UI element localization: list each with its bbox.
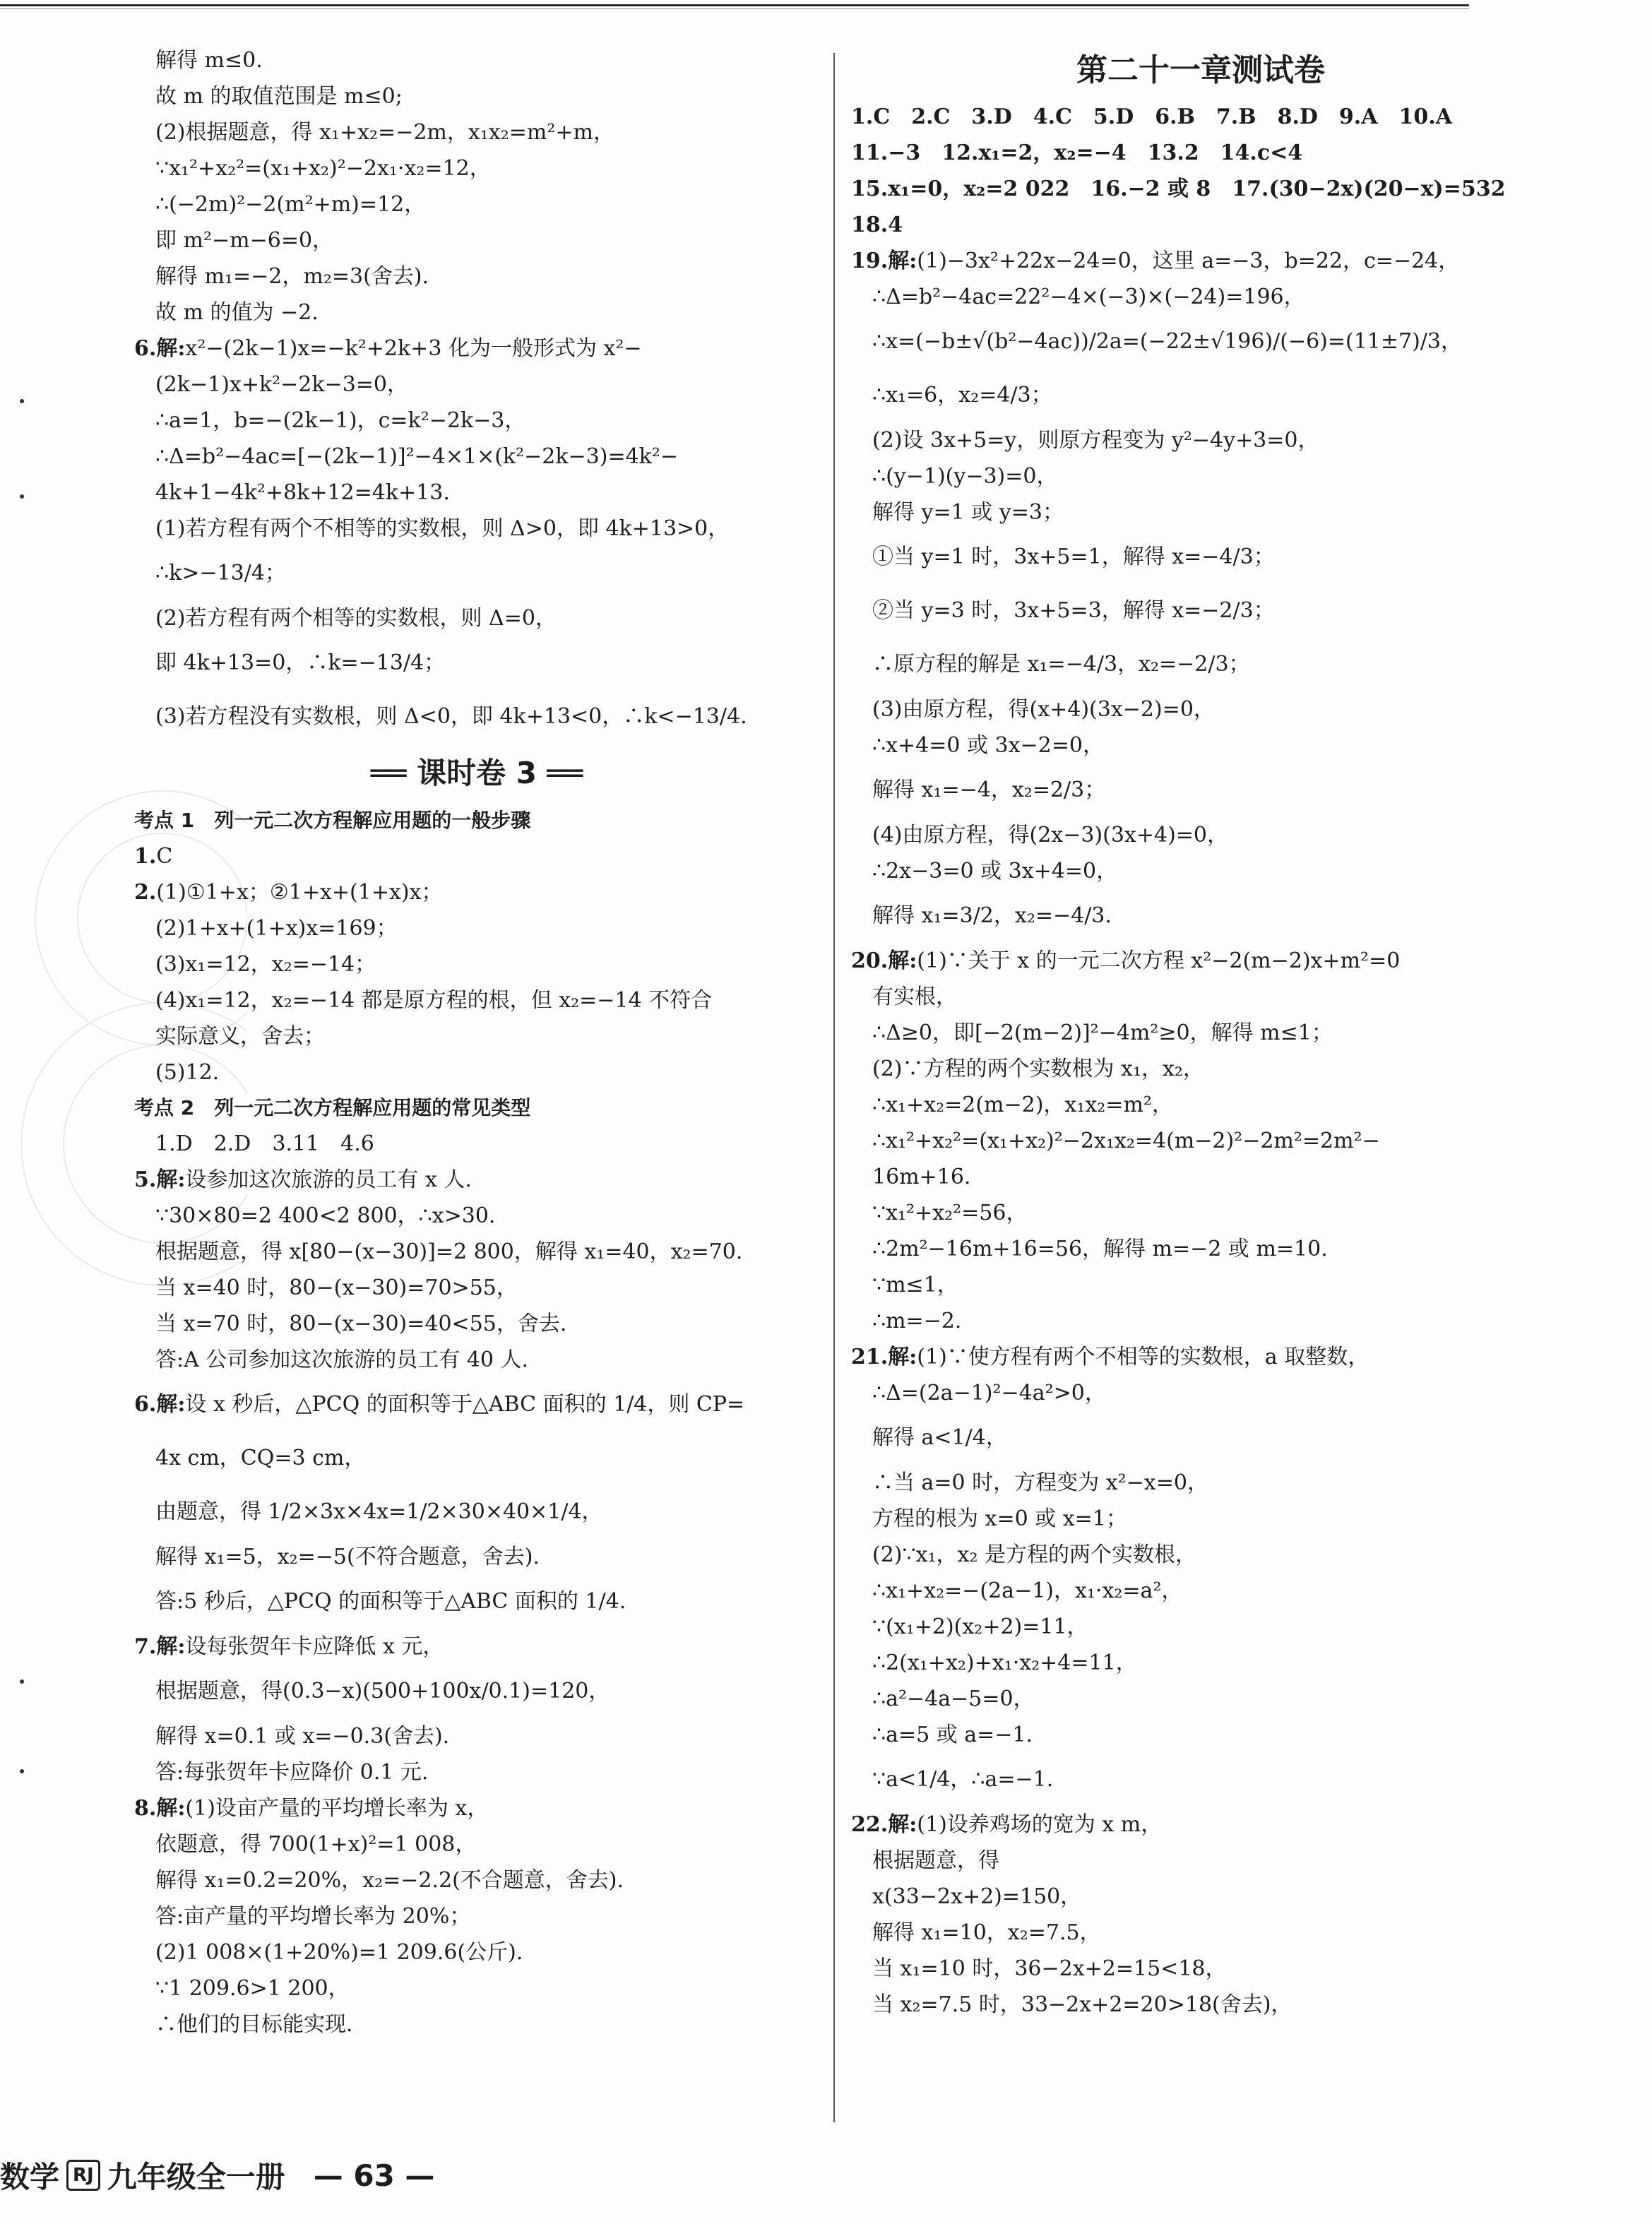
problem-text: (1)设亩产量的平均增长率为 x， <box>185 1796 489 1821</box>
solution-line: 解得 x₁=10，x₂=7.5， <box>872 1920 1101 1945</box>
solution-line: (2)∵x₁，x₂ 是方程的两个实数根， <box>872 1542 1197 1567</box>
solution-line: 当 x=40 时，80−(x−30)=70>55， <box>155 1275 518 1300</box>
margin-dot <box>20 399 24 403</box>
solution-line: ∴x=(−b±√(b²−4ac))/2a=(−22±√196)/(−6)=(11±7)/3， <box>872 329 1463 354</box>
solution-line: ∴x₁+x₂=−(2a−1)，x₁·x₂=a²， <box>872 1578 1183 1603</box>
problem-text: (1)∵关于 x 的一元二次方程 x²−2(m−2)x+m²=0 <box>917 949 1401 973</box>
solution-line: 即 4k+13=0，∴k=−13/4； <box>155 650 446 675</box>
solution-line: 解得 m≤0. <box>155 48 263 73</box>
solution-line: 1.D 2.D 3.11 4.6 <box>155 1131 374 1156</box>
solution-line: 故 m 的值为 −2. <box>155 300 319 325</box>
problem-line <box>134 1162 819 1198</box>
margin-dot <box>20 1679 24 1684</box>
problem-text: (1)−3x²+22x−24=0，这里 a=−3，b=22，c=−24， <box>917 249 1460 273</box>
solution-line: ∵(x₁+2)(x₂+2)=11， <box>872 1615 1088 1639</box>
solution-line: 根据题意，得 <box>872 1848 999 1873</box>
solution-line: 根据题意，得 x[80−(x−30)]=2 800，解得 x₁=40，x₂=70. <box>155 1239 743 1264</box>
solution-line: 方程的根为 x=0 或 x=1； <box>872 1506 1127 1531</box>
problem-text: 设每张贺年卡应降低 x 元， <box>185 1634 444 1659</box>
solution-line: 解得 x₁=3/2，x₂=−4/3. <box>872 903 1112 928</box>
solution-line: 答:每张贺年卡应降价 0.1 元. <box>155 1760 429 1785</box>
solution-line: (2)根据题意，得 x₁+x₂=−2m，x₁x₂=m²+m， <box>155 120 614 145</box>
solution-line: 解得 a<1/4， <box>872 1425 1007 1450</box>
solution-line: ∴2(x₁+x₂)+x₁·x₂+4=11， <box>872 1651 1137 1675</box>
solution-line: ①当 y=1 时，3x+5=1，解得 x=−4/3； <box>872 545 1275 569</box>
problem-text: (1)①1+x；②1+x+(1+x)x； <box>156 880 443 905</box>
margin-dot <box>20 494 24 499</box>
solution-line: (5)12. <box>155 1060 220 1085</box>
solution-line: (4)由原方程，得(2x−3)(3x+4)=0， <box>872 823 1228 848</box>
solution-line: 根据题意，得(0.3−x)(500+100x/0.1)=120， <box>155 1679 610 1703</box>
topic-heading: 考点 1 列一元二次方程解应用题的一般步骤 <box>134 809 531 832</box>
solution-line: (3)若方程没有实数根，则 Δ<0，即 4k+13<0，∴k<−13/4. <box>155 704 747 729</box>
problem-line <box>134 1790 819 1826</box>
solution-line: (2)∵方程的两个实数根为 x₁，x₂， <box>872 1057 1204 1081</box>
solution-line: ∴x₁+x₂=2(m−2)，x₁x₂=m²， <box>872 1093 1173 1117</box>
problem-number: 1. <box>134 844 157 869</box>
problem-number: 2. <box>134 880 157 905</box>
answer-row: 1.C 2.C 3.D 4.C 5.D 6.B 7.B 8.D 9.A 10.A <box>851 105 1453 129</box>
answer-row: 18.4 <box>851 213 903 237</box>
problem-text: (1)设养鸡场的宽为 x m， <box>917 1812 1163 1837</box>
solution-line: (2)1 008×(1+20%)=1 209.6(公斤). <box>155 1940 523 1965</box>
solution-line: (2k−1)x+k²−2k−3=0， <box>155 372 409 397</box>
solution-line: 由题意，得 1/2×3x×4x=1/2×30×40×1/4， <box>155 1499 603 1524</box>
problem-number: 7.解: <box>134 1634 186 1659</box>
solution-line: ∴他们的目标能实现. <box>155 2012 353 2037</box>
answer-row: 11.−3 12.x₁=2，x₂=−4 13.2 14.c<4 <box>851 141 1303 165</box>
solution-line: 实际意义，舍去； <box>155 1024 325 1049</box>
problem-line <box>134 331 819 367</box>
problem-text: (1)∵使方程有两个不相等的实数根，a 取整数， <box>917 1345 1369 1369</box>
solution-line: ∵x₁²+x₂²=(x₁+x₂)²−2x₁·x₂=12， <box>155 156 491 181</box>
solution-line: 解得 x₁=−4，x₂=2/3； <box>872 778 1106 802</box>
solution-line: ∴2x−3=0 或 3x+4=0， <box>872 859 1118 884</box>
problem-number: 8.解: <box>134 1796 186 1821</box>
solution-line: 答:亩产量的平均增长率为 20%； <box>155 1904 471 1929</box>
problem-line <box>134 1378 819 1432</box>
solution-line: 答:5 秒后，△PCQ 的面积等于△ABC 面积的 1/4. <box>155 1589 626 1614</box>
solution-line: (2)1+x+(1+x)x=169； <box>155 916 398 941</box>
problem-line <box>851 243 1550 279</box>
problem-line <box>851 1807 1550 1843</box>
problem-number: 6.解: <box>134 1392 186 1417</box>
solution-line: 依题意，得 700(1+x)²=1 008， <box>155 1832 477 1857</box>
problem-text: 设参加这次旅游的员工有 x 人. <box>185 1167 472 1192</box>
solution-line: ∵m≤1， <box>872 1273 958 1297</box>
solution-line: 答:A 公司参加这次旅游的员工有 40 人. <box>155 1348 529 1372</box>
problem-number: 20.解: <box>851 949 917 973</box>
problem-text: C <box>156 844 173 869</box>
problem-number: 19.解: <box>851 249 917 273</box>
problem-number: 6.解: <box>134 336 186 361</box>
solution-line: ②当 y=3 时，3x+5=3，解得 x=−2/3； <box>872 598 1275 623</box>
solution-line: 解得 y=1 或 y=3； <box>872 500 1064 525</box>
solution-line: 有实根， <box>872 985 957 1009</box>
solution-line: ∴(−2m)²−2(m²+m)=12， <box>155 192 426 217</box>
solution-line: 4k+1−4k²+8k+12=4k+13. <box>155 480 450 505</box>
problem-text: 设 x 秒后，△PCQ 的面积等于△ABC 面积的 1/4，则 CP= <box>185 1392 745 1417</box>
solution-line: ∴(y−1)(y−3)=0， <box>872 464 1058 489</box>
solution-line: ∴Δ=b²−4ac=[−(2k−1)]²−4×1×(k²−2k−3)=4k²− <box>155 444 679 469</box>
solution-line: 故 m 的取值范围是 m≤0; <box>155 84 403 109</box>
solution-line: ∴Δ=(2a−1)²−4a²>0， <box>872 1381 1106 1405</box>
solution-line: 当 x₁=10 时，36−2x+2=15<18， <box>872 1956 1227 1981</box>
solution-line: ∴x+4=0 或 3x−2=0， <box>872 733 1104 758</box>
left-column <box>134 42 819 2042</box>
solution-line: (3)由原方程，得(x+4)(3x−2)=0， <box>872 697 1215 722</box>
problem-line <box>134 1629 819 1665</box>
column-divider <box>833 53 835 2122</box>
solution-line: (4)x₁=12，x₂=−14 都是原方程的根，但 x₂=−14 不符合 <box>155 988 713 1013</box>
problem-line <box>851 1339 1550 1375</box>
solution-line: 解得 x₁=5，x₂=−5(不符合题意，舍去). <box>155 1545 540 1569</box>
solution-line: 4x cm，CQ=3 cm， <box>155 1446 366 1470</box>
solution-line: 当 x₂=7.5 时，33−2x+2=20>18(舍去)， <box>872 1992 1293 2017</box>
lesson-heading: ══ 课时卷 3 ══ <box>370 756 583 790</box>
solution-line: ∵30×80=2 400<2 800，∴x>30. <box>155 1203 496 1228</box>
solution-line: ∴Δ=b²−4ac=22²−4×(−3)×(−24)=196， <box>872 285 1305 309</box>
topic-heading: 考点 2 列一元二次方程解应用题的常见类型 <box>134 1096 531 1119</box>
solution-line: ∴x₁²+x₂²=(x₁+x₂)²−2x₁x₂=4(m−2)²−2m²=2m²− <box>872 1129 1380 1153</box>
solution-line: 解得 m₁=−2，m₂=3(舍去). <box>155 264 429 289</box>
solution-line: ∴Δ≥0，即[−2(m−2)]²−4m²≥0，解得 m≤1； <box>872 1021 1333 1045</box>
problem-number: 5.解: <box>134 1167 186 1192</box>
problem-number: 21.解: <box>851 1345 917 1369</box>
margin-dot <box>20 1769 24 1773</box>
footer-grade: 九年级全一册 <box>107 2160 285 2194</box>
solution-line: ∴x₁=6，x₂=4/3； <box>872 383 1052 408</box>
solution-line: x(33−2x+2)=150， <box>872 1884 1082 1909</box>
solution-line: 解得 x=0.1 或 x=−0.3(舍去). <box>155 1724 450 1749</box>
solution-line: ∴原方程的解是 x₁=−4/3，x₂=−2/3； <box>872 652 1250 677</box>
solution-line: ∴k>−13/4； <box>155 561 286 585</box>
solution-line: ∴2m²−16m+16=56，解得 m=−2 或 m=10. <box>872 1237 1328 1261</box>
problem-line <box>134 874 819 910</box>
section-title: 第二十一章测试卷 <box>1076 52 1325 88</box>
solution-line: ∵x₁²+x₂²=56， <box>872 1201 1028 1225</box>
solution-line: (2)设 3x+5=y，则原方程变为 y²−4y+3=0， <box>872 428 1319 453</box>
solution-line: (3)x₁=12，x₂=−14； <box>155 952 376 977</box>
solution-line: ∴m=−2. <box>872 1309 962 1333</box>
solution-line: 当 x=70 时，80−(x−30)=40<55，舍去. <box>155 1312 567 1336</box>
problem-line <box>851 943 1550 979</box>
top-rule-thin <box>0 8 1469 9</box>
problem-line <box>134 838 819 874</box>
solution-line: ∴a²−4a−5=0， <box>872 1687 1035 1711</box>
page-footer <box>0 2147 434 2204</box>
footer-subject: 数学 <box>0 2160 60 2194</box>
right-column <box>851 42 1550 2023</box>
solution-line: ∵a<1/4，∴a=−1. <box>872 1767 1054 1792</box>
page-number: — 63 — <box>313 2158 435 2193</box>
solution-line: (2)若方程有两个相等的实数根，则 Δ=0， <box>155 606 557 631</box>
solution-line: 16m+16. <box>872 1165 971 1189</box>
solution-line: ∴a=1，b=−(2k−1)，c=k²−2k−3， <box>155 408 526 433</box>
solution-line: (1)若方程有两个不相等的实数根，则 Δ>0，即 4k+13>0， <box>155 516 730 541</box>
solution-line: ∵1 209.6>1 200， <box>155 1976 350 2001</box>
solution-line: ∴a=5 或 a=−1. <box>872 1723 1033 1747</box>
solution-line: ∴当 a=0 时，方程变为 x²−x=0， <box>872 1470 1208 1495</box>
solution-line: 解得 x₁=0.2=20%，x₂=−2.2(不合题意，舍去). <box>155 1868 624 1893</box>
edition-badge: RJ <box>66 2160 100 2191</box>
problem-number: 22.解: <box>851 1812 917 1837</box>
top-rule <box>0 4 1469 6</box>
answer-row: 15.x₁=0，x₂=2 022 16.−2 或 8 17.(30−2x)(20−x)=532 <box>851 177 1506 201</box>
problem-text: x²−(2k−1)x=−k²+2k+3 化为一般形式为 x²− <box>185 336 642 361</box>
solution-line: 即 m²−m−6=0， <box>155 228 334 253</box>
